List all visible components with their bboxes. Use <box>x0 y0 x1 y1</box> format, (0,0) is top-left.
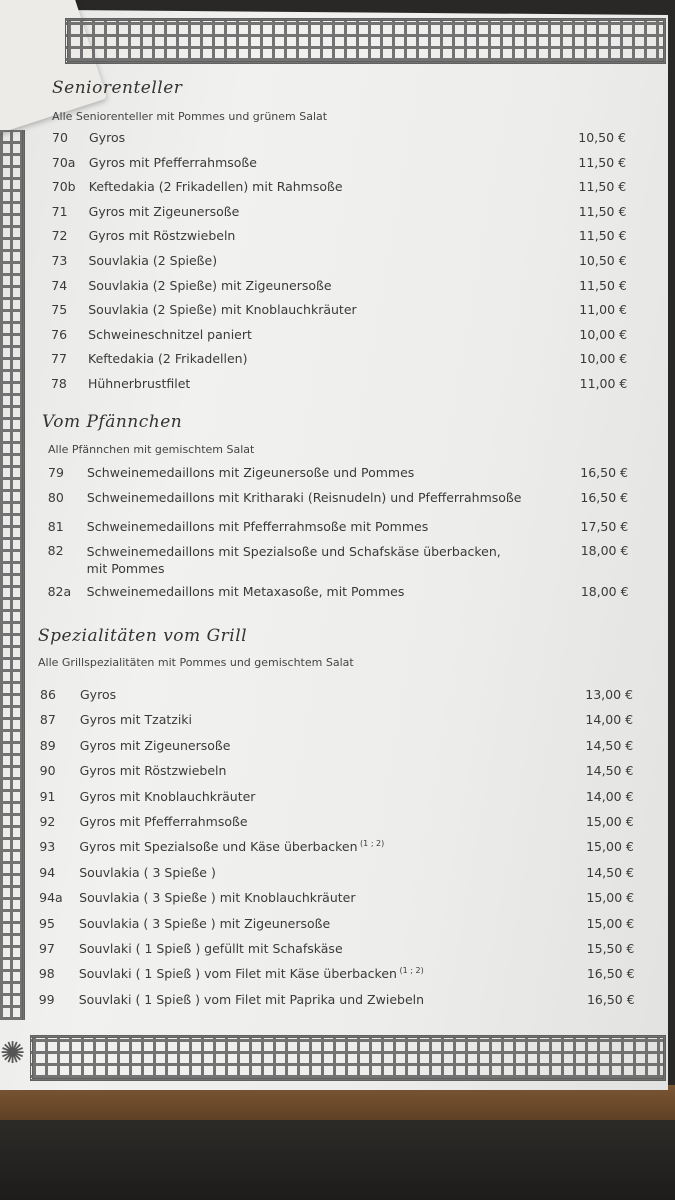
section-title: Spezialitäten vom Grill <box>38 626 248 646</box>
item-price: 11,50 € <box>578 228 627 244</box>
item-name: Souvlakia (2 Spieße) mit Knoblauchkräuter <box>88 302 357 318</box>
item-number: 93 <box>39 839 56 855</box>
item-number: 74 <box>51 277 68 293</box>
item-name: Gyros mit Zigeunersoße <box>88 203 240 219</box>
item-name: Gyros mit Zigeunersoße <box>79 737 231 753</box>
item-name: Souvlakia ( 3 Spieße ) mit Zigeunersoße <box>79 915 331 931</box>
item-name: Gyros mit Pfefferrahmsoße <box>79 814 248 829</box>
item-price: 14,50 € <box>585 763 634 779</box>
item-name: Schweinemedaillons mit Zigeunersoße und Pommes <box>87 465 415 480</box>
item-number: 76 <box>51 326 68 342</box>
item-name: Souvlaki ( 1 Spieß ) vom Filet mit Käse überbacken $^{(1 ; 2)}$ <box>78 966 424 982</box>
item-price: 16,50 € <box>586 966 635 982</box>
item-footnote: (1 ; 2) <box>357 839 385 849</box>
item-number: 70a <box>51 154 76 170</box>
item-name: Souvlakia (2 Spieße) <box>88 253 218 268</box>
greek-key-border-left <box>0 130 25 1020</box>
item-price: 15,00 € <box>586 890 635 906</box>
item-price: 15,50 € <box>586 941 635 956</box>
item-price: 17,50 € <box>580 519 629 534</box>
item-price: 11,00 € <box>579 302 627 318</box>
item-number: 86 <box>40 687 56 702</box>
item-name: Keftedakia (2 Frikadellen) <box>88 351 248 367</box>
item-price: 10,50 € <box>578 130 626 145</box>
item-number: 98 <box>38 966 55 982</box>
item-number: 94 <box>39 864 56 880</box>
item-footnote: (1 ; 2) <box>396 966 424 976</box>
item-name: Gyros mit Tzatziki <box>79 712 192 728</box>
item-price: 11,50 € <box>578 179 627 195</box>
wooden-table-edge <box>0 1085 675 1125</box>
item-number: 87 <box>39 712 56 728</box>
item-name: Schweinemedaillons mit Spezialsoße und Schafskäse überbacken, mit Pommes <box>86 544 501 576</box>
item-name: Schweineschnitzel paniert <box>88 326 252 342</box>
item-number: 79 <box>48 465 64 480</box>
item-number: 71 <box>51 203 68 219</box>
item-price: 11,50 € <box>578 203 627 219</box>
item-number: 70 <box>52 130 68 145</box>
section-title: Vom Pfännchen <box>42 412 183 432</box>
item-number: 78 <box>50 376 67 391</box>
item-price: 18,00 € <box>580 584 629 599</box>
item-name: Gyros mit Spezialsoße und Käse überbacken $^{(1 ; 2)}$ <box>79 839 385 855</box>
item-price: 10,00 € <box>579 326 628 342</box>
item-name: Schweinemedaillons mit Metaxasoße, mit Pommes <box>86 584 405 599</box>
item-name: Gyros mit Pfefferrahmsoße <box>88 154 257 170</box>
section-note: Alle Grillspezialitäten mit Pommes und gemischtem Salat <box>38 656 354 669</box>
item-price: 15,00 € <box>586 839 634 855</box>
item-price: 11,50 € <box>579 277 627 293</box>
item-price: 10,50 € <box>578 253 627 268</box>
item-number: 82 <box>47 543 64 558</box>
item-name: Gyros mit Röstzwiebeln <box>88 228 236 244</box>
item-name: Gyros <box>80 687 117 702</box>
item-name: Souvlakia ( 3 Spieße ) mit Knoblauchkräuter <box>79 890 356 906</box>
item-name: Souvlakia ( 3 Spieße ) <box>79 864 216 880</box>
item-number: 92 <box>39 814 56 829</box>
item-price: 11,50 € <box>578 154 627 170</box>
dark-background <box>0 1120 675 1200</box>
item-number: 94a <box>39 890 63 906</box>
item-price: 14,50 € <box>586 864 634 880</box>
item-name: Souvlaki ( 1 Spieß ) gefüllt mit Schafskäse <box>78 941 343 956</box>
sun-ornament-icon: ✺ <box>0 1036 26 1071</box>
item-name: Souvlaki ( 1 Spieß ) vom Filet mit Paprika und Zwiebeln <box>78 991 425 1007</box>
item-number: 99 <box>38 991 55 1007</box>
item-number: 73 <box>51 253 68 268</box>
item-price: 18,00 € <box>580 543 629 558</box>
item-price: 15,00 € <box>586 915 635 931</box>
item-price: 10,00 € <box>579 351 628 367</box>
item-number: 82a <box>47 584 72 599</box>
item-price: 14,50 € <box>585 737 634 753</box>
section-note: Alle Seniorenteller mit Pommes und grünem Salat <box>52 110 328 123</box>
greek-key-border-top <box>65 18 666 64</box>
item-name: Keftedakia (2 Frikadellen) mit Rahmsoße <box>88 179 343 195</box>
item-number: 80 <box>47 490 64 505</box>
item-number: 75 <box>51 302 68 318</box>
item-price: 16,50 € <box>580 490 629 505</box>
item-name: Schweinemedaillons mit Pfefferrahmsoße mit Pommes <box>86 519 429 534</box>
section-title: Seniorenteller <box>52 78 183 98</box>
item-price: 16,50 € <box>580 465 628 480</box>
item-price: 14,00 € <box>585 712 634 728</box>
item-number: 95 <box>39 915 55 931</box>
item-name: Hühnerbrustfilet <box>87 376 191 391</box>
item-number: 91 <box>39 788 56 804</box>
item-price: 16,50 € <box>586 991 635 1007</box>
item-name: Souvlakia (2 Spieße) mit Zigeunersoße <box>88 277 332 293</box>
greek-key-border-bottom <box>30 1035 666 1081</box>
item-name: Gyros <box>89 130 126 145</box>
item-number: 81 <box>47 519 64 534</box>
item-price: 14,00 € <box>585 788 634 804</box>
item-price: 11,00 € <box>579 376 628 391</box>
item-number: 70b <box>51 179 76 195</box>
item-number: 97 <box>38 941 55 956</box>
item-number: 77 <box>51 351 67 367</box>
item-number: 72 <box>51 228 68 244</box>
section-note: Alle Pfännchen mit gemischtem Salat <box>48 443 255 456</box>
item-name: Gyros mit Knoblauchkräuter <box>79 788 256 804</box>
item-name: Gyros mit Röstzwiebeln <box>79 763 227 779</box>
item-price: 15,00 € <box>585 814 634 829</box>
item-number: 90 <box>39 763 56 779</box>
item-name: Schweinemedaillons mit Kritharaki (Reisnudeln) und Pfefferrahmsoße <box>86 490 522 505</box>
item-price: 13,00 € <box>585 687 633 702</box>
item-number: 89 <box>39 737 56 753</box>
